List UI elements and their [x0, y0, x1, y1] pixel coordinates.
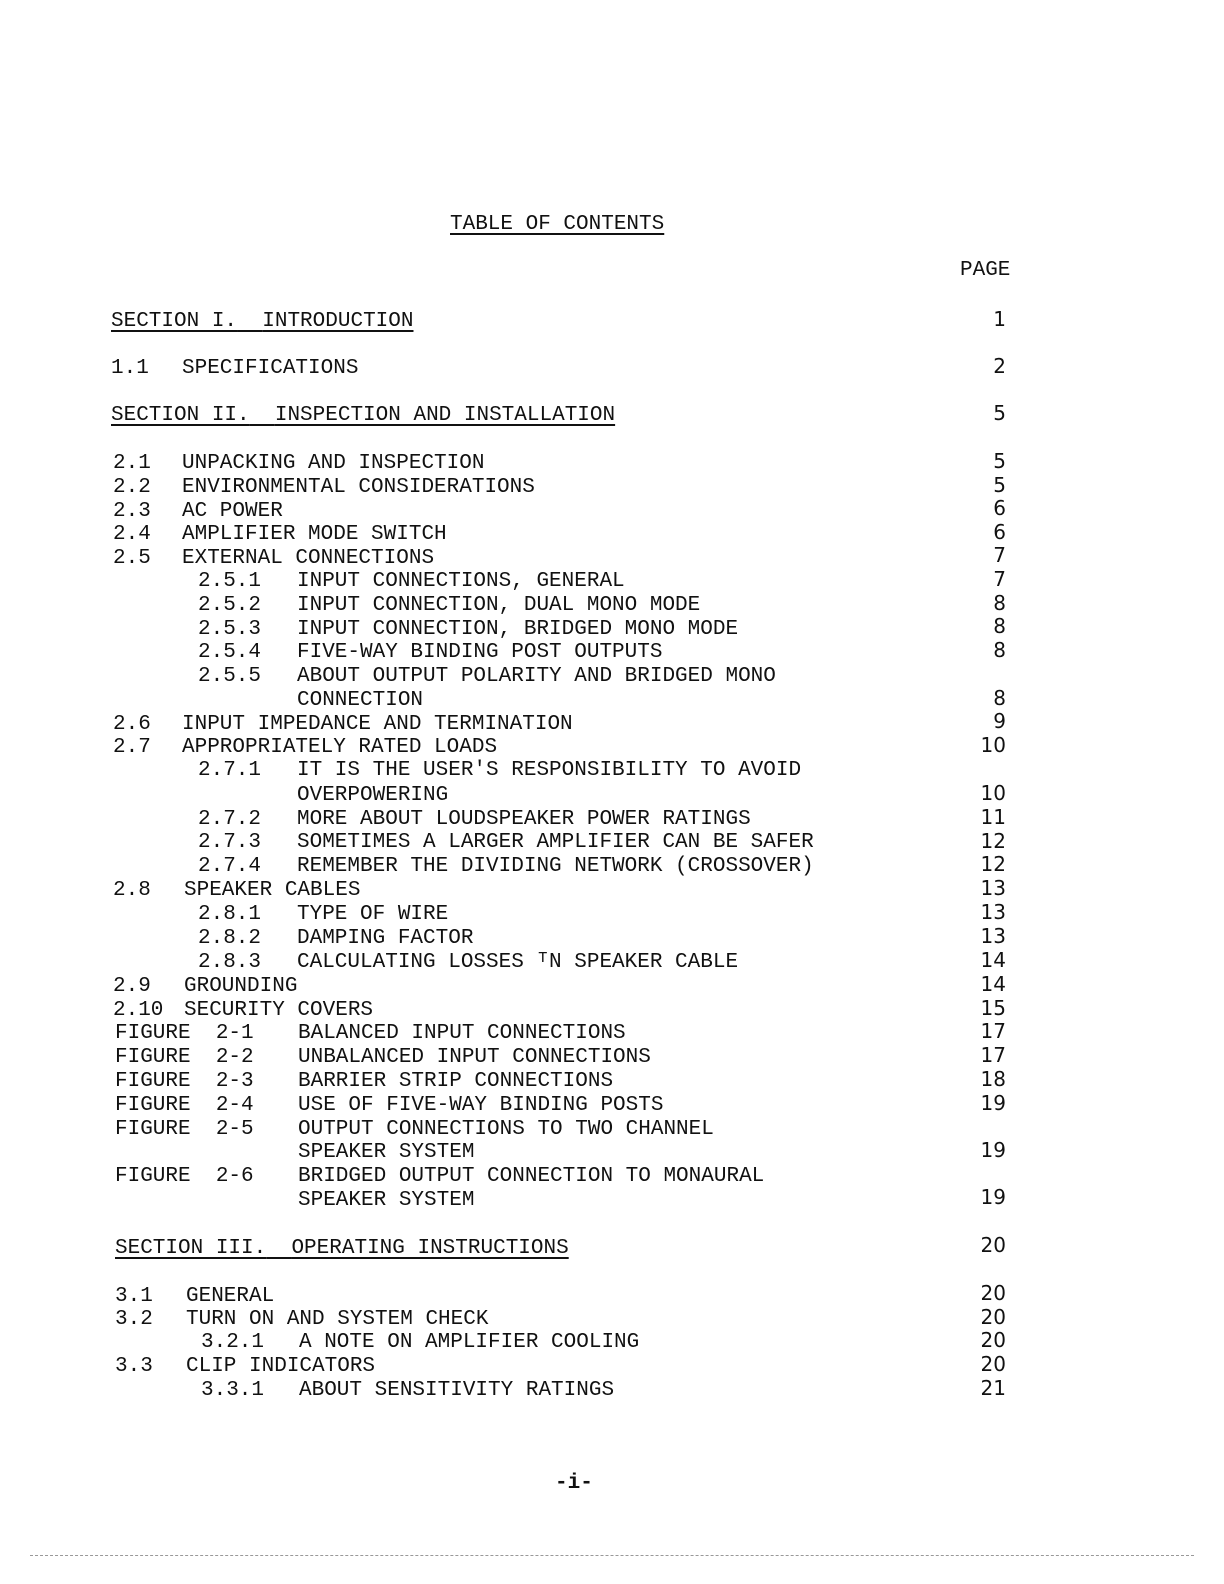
toc-subentry-num: 2.8.1 — [198, 903, 262, 926]
toc-subentry-num: 2.5.1 — [198, 570, 262, 593]
toc-entry-text: TYPE OF WIRE — [297, 903, 449, 926]
page-title: TABLE OF CONTENTS — [450, 213, 665, 236]
toc-entry-text: SPEAKER SYSTEM — [298, 1189, 475, 1212]
scan-artifact-divider — [30, 1555, 1194, 1557]
toc-entry-num: 2.6 — [113, 713, 151, 736]
section-heading: SECTION III. OPERATING INSTRUCTIONS — [115, 1237, 569, 1260]
toc-entry-text: SOMETIMES A LARGER AMPLIFIER CAN BE SAFER — [297, 831, 814, 854]
page-number: 18 — [980, 1067, 1006, 1091]
page-number: 15 — [980, 996, 1006, 1020]
toc-entry-num: 2.9 — [113, 975, 151, 998]
toc-entry-text: USE OF FIVE-WAY BINDING POSTS — [298, 1094, 664, 1117]
figure-label: FIGURE 2-4 — [115, 1094, 254, 1117]
toc-entry-num: 3.3 — [115, 1355, 153, 1378]
toc-subentry-num: 2.7.1 — [198, 759, 262, 782]
figure-label: FIGURE 2-5 — [115, 1118, 254, 1141]
page-number: 5 — [993, 401, 1006, 425]
toc-entry-num: 2.10 — [113, 999, 164, 1022]
page-number: 10 — [980, 781, 1006, 805]
toc-entry-num: 2.8 — [113, 879, 151, 902]
toc-entry-text: CALCULATING LOSSES ᵀN SPEAKER CABLE — [297, 951, 739, 974]
page-number: 20 — [980, 1233, 1006, 1257]
toc-entry-text: FIVE-WAY BINDING POST OUTPUTS — [297, 641, 663, 664]
toc-entry-text: ENVIRONMENTAL CONSIDERATIONS — [182, 476, 535, 499]
toc-entry-text: INPUT IMPEDANCE AND TERMINATION — [182, 713, 573, 736]
page-number: 20 — [980, 1328, 1006, 1352]
figure-label: FIGURE 2-3 — [115, 1070, 254, 1093]
page-number: 17 — [980, 1043, 1006, 1067]
toc-subentry-num: 2.8.2 — [198, 927, 262, 950]
toc-entry-text: SPEAKER CABLES — [184, 879, 361, 902]
toc-entry-text: REMEMBER THE DIVIDING NETWORK (CROSSOVER) — [297, 855, 814, 878]
toc-subentry-num: 3.2.1 — [201, 1331, 265, 1354]
toc-entry-num: 2.3 — [113, 500, 151, 523]
toc-entry-text: ABOUT SENSITIVITY RATINGS — [299, 1379, 615, 1402]
toc-entry-num: 2.4 — [113, 523, 151, 546]
page-number: 19 — [980, 1185, 1006, 1209]
page-number: 9 — [993, 709, 1006, 733]
toc-subentry-num: 2.5.2 — [198, 594, 262, 617]
page-number: 8 — [993, 638, 1006, 662]
page-number: 1 — [993, 307, 1006, 331]
page-number: 11 — [980, 805, 1006, 829]
page-number: 5 — [993, 449, 1006, 473]
figure-label: FIGURE 2-6 — [115, 1165, 254, 1188]
toc-entry-num: 2.2 — [113, 476, 151, 499]
toc-entry-text: A NOTE ON AMPLIFIER COOLING — [299, 1331, 640, 1354]
toc-entry-text: UNBALANCED INPUT CONNECTIONS — [298, 1046, 651, 1069]
toc-entry-text: INPUT CONNECTION, BRIDGED MONO MODE — [297, 618, 739, 641]
toc-entry-text: CLIP INDICATORS — [186, 1355, 376, 1378]
page-number: 17 — [980, 1019, 1006, 1043]
toc-entry-text: CONNECTION — [297, 689, 424, 712]
page-number: 8 — [993, 686, 1006, 710]
figure-label: FIGURE 2-1 — [115, 1022, 254, 1045]
toc-entry-text: BARRIER STRIP CONNECTIONS — [298, 1070, 614, 1093]
toc-entry-text: TURN ON AND SYSTEM CHECK — [186, 1308, 489, 1331]
toc-entry-text: ABOUT OUTPUT POLARITY AND BRIDGED MONO — [297, 665, 776, 688]
toc-subentry-num: 3.3.1 — [201, 1379, 265, 1402]
page-number: 10 — [980, 733, 1006, 757]
page-number: 12 — [980, 852, 1006, 876]
page-number: 20 — [980, 1352, 1006, 1376]
toc-entry-text: AC POWER — [182, 500, 283, 523]
page-number: 19 — [980, 1138, 1006, 1162]
toc-entry-num: 3.1 — [115, 1285, 153, 1308]
section-heading: SECTION II. INSPECTION AND INSTALLATION — [111, 404, 616, 427]
page-number: 2 — [993, 354, 1006, 378]
section-heading: SECTION I. INTRODUCTION — [111, 310, 414, 333]
page-column-header: PAGE — [960, 259, 1011, 282]
toc-subentry-num: 2.5.4 — [198, 641, 262, 664]
toc-entry-text: IT IS THE USER'S RESPONSIBILITY TO AVOID — [297, 759, 802, 782]
toc-entry-num: 3.2 — [115, 1308, 153, 1331]
toc-entry-text: APPROPRIATELY RATED LOADS — [182, 736, 498, 759]
toc-entry-text: DAMPING FACTOR — [297, 927, 474, 950]
toc-entry-text: SECURITY COVERS — [184, 999, 374, 1022]
page-number: 21 — [980, 1376, 1006, 1400]
toc-subentry-num: 2.7.3 — [198, 831, 262, 854]
page-number: 6 — [993, 520, 1006, 544]
page-number: 8 — [993, 614, 1006, 638]
page-number: 8 — [993, 591, 1006, 615]
toc-entry: 1.1 — [111, 357, 149, 380]
toc-entry-num: 2.1 — [113, 452, 151, 475]
page-number: 20 — [980, 1305, 1006, 1329]
page-number: 20 — [980, 1281, 1006, 1305]
page-number: 13 — [980, 900, 1006, 924]
toc-entry-text: SPEAKER SYSTEM — [298, 1141, 475, 1164]
page-number: 6 — [993, 496, 1006, 520]
toc-entry-text: OVERPOWERING — [297, 784, 449, 807]
toc-entry-text: UNPACKING AND INSPECTION — [182, 452, 485, 475]
page-number: 7 — [993, 567, 1006, 591]
page-number: 14 — [980, 948, 1006, 972]
page-footer: -i- — [555, 1472, 593, 1495]
toc-entry-text: BALANCED INPUT CONNECTIONS — [298, 1022, 626, 1045]
page-number: 13 — [980, 924, 1006, 948]
toc-entry-text: BRIDGED OUTPUT CONNECTION TO MONAURAL — [298, 1165, 765, 1188]
page-number: 14 — [980, 972, 1006, 996]
page-number: 19 — [980, 1091, 1006, 1115]
toc-subentry-num: 2.5.5 — [198, 665, 262, 688]
toc-subentry-num: 2.8.3 — [198, 951, 262, 974]
toc-entry-text: SPECIFICATIONS — [182, 357, 359, 380]
toc-subentry-num: 2.7.2 — [198, 808, 262, 831]
toc-entry-num: 2.7 — [113, 736, 151, 759]
toc-entry-text: OUTPUT CONNECTIONS TO TWO CHANNEL — [298, 1118, 714, 1141]
toc-entry-num: 2.5 — [113, 547, 151, 570]
page-number: 7 — [993, 543, 1006, 567]
page-number: 13 — [980, 876, 1006, 900]
page-number: 5 — [993, 473, 1006, 497]
toc-entry-text: INPUT CONNECTIONS, GENERAL — [297, 570, 625, 593]
figure-label: FIGURE 2-2 — [115, 1046, 254, 1069]
toc-subentry-num: 2.7.4 — [198, 855, 262, 878]
toc-entry-text: AMPLIFIER MODE SWITCH — [182, 523, 447, 546]
toc-entry-text: EXTERNAL CONNECTIONS — [182, 547, 435, 570]
page-number: 12 — [980, 829, 1006, 853]
toc-entry-text: INPUT CONNECTION, DUAL MONO MODE — [297, 594, 701, 617]
toc-subentry-num: 2.5.3 — [198, 618, 262, 641]
toc-entry-text: GROUNDING — [184, 975, 298, 998]
toc-entry-text: MORE ABOUT LOUDSPEAKER POWER RATINGS — [297, 808, 751, 831]
toc-entry-text: GENERAL — [186, 1285, 275, 1308]
